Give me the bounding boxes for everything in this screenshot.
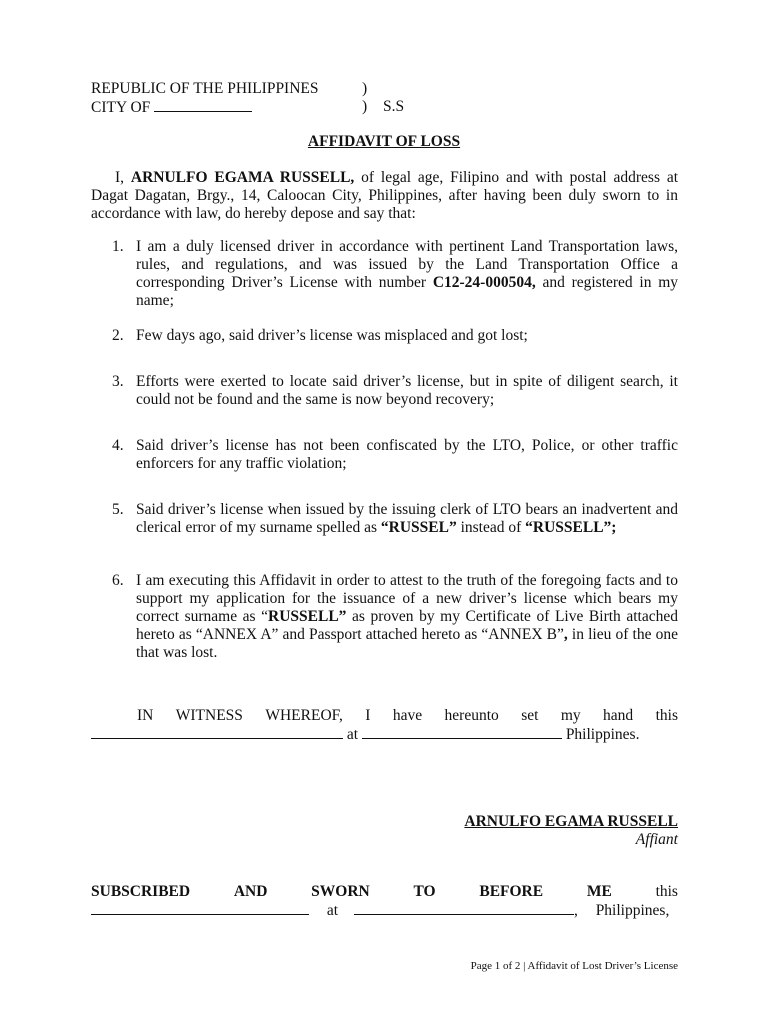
witness-line-2 [91,725,639,744]
city-blank-line [154,98,252,112]
jurat-line-2 [91,901,678,920]
list-item [112,238,678,310]
header-bracket-1: ) [362,80,368,97]
header-bracket-2: ) [362,98,368,115]
license-number: C12-24-000504, [432,274,536,291]
page-footer: Page 1 of 2 | Affidavit of Lost Driver’s License [470,960,678,972]
document-title: AFFIDAVIT OF LOSS [307,133,461,150]
header-city [91,98,252,117]
item-6-bold-b: , [563,626,568,643]
list-item-number: 3. [112,373,124,390]
list-item-text: Few days ago, said driver’s license was misplaced and got lost; [136,327,528,344]
jurat-end: , Philippines, [573,902,670,919]
witness-at: at [346,726,359,743]
witness-word: this [655,707,678,724]
jurat-word: AND [233,883,268,900]
list-item-number: 2. [112,327,124,344]
jurat-word: ME [586,883,612,900]
list-item [112,437,678,473]
item-5-bold-b: “RUSSELL”; [525,519,617,536]
date-blank-line [91,725,343,739]
intro-prefix: I, [115,169,125,186]
witness-word: have [392,707,423,724]
jurat-word: TO [413,883,436,900]
affiant-name-inline: ARNULFO EGAMA RUSSELL, [130,169,355,186]
witness-word: hand [603,707,634,724]
header-ss: S.S [383,98,405,115]
item-6-bold-a: RUSSELL” [268,608,347,625]
item-5-text-b: instead of [456,519,526,536]
list-item-number: 6. [112,572,124,589]
list-item-text: Efforts were exerted to locate said driver’s license, but in spite of diligent search, it could not be found and the same is now beyond recovery; [136,373,678,408]
list-item [112,373,678,409]
intro-paragraph [91,169,678,223]
jurat-this: this [655,883,678,900]
item-5-text-a: Said driver’s license when issued by the issuing clerk of LTO bears an inadvertent and clerical error of my surname spelled as [136,501,678,536]
header-city-label: CITY OF [91,99,151,116]
witness-word: set [521,707,539,724]
list-item-text [136,238,678,310]
witness-end: Philippines. [565,726,640,743]
item-1-text-a: I am a duly licensed driver in accordance with pertinent Land Transportation laws, rules, and regulations, and was issued by the Land Transportation Office a corresponding Driver’s License with number [136,238,678,291]
list-item-text: Said driver’s license has not been confiscated by the LTO, Police, or other traffic enforcers for any traffic violation; [136,437,678,472]
item-6-text-b: as proven by my Certificate of Live Birth attached hereto as “ANNEX A” and Passport attached hereto as “ANNEX B” [136,608,678,643]
item-6-text-a: I am executing this Affidavit in order to attest to the truth of the foregoing facts and to support my application for the issuance of a new driver’s license which bears my correct surname as “ [136,572,678,625]
witness-word: IN [137,707,154,724]
jurat-line-1 [91,883,678,901]
jurat-word: SWORN [311,883,370,900]
witness-word: hereunto [444,707,499,724]
header-republic-text: REPUBLIC OF THE PHILIPPINES [91,80,319,97]
list-item [112,327,678,345]
list-item-text [136,572,678,662]
witness-word: WITNESS [175,707,243,724]
list-item-text [136,501,678,537]
affiant-label: Affiant [635,831,678,848]
jurat-word: BEFORE [479,883,544,900]
jurat-place-blank-line [354,901,574,915]
place-blank-line [362,725,562,739]
intro-text: of legal age, Filipino and with postal address at Dagat Dagatan, Brgy., 14, Caloocan City, Philippines, after having been duly sworn to in accordance with law, do hereby depose and say that: [91,169,679,222]
witness-word: WHEREOF, [265,707,343,724]
list-item [112,501,678,537]
item-5-bold-a: “RUSSEL” [380,519,457,536]
list-item [112,572,678,662]
list-item-number: 5. [112,501,124,518]
item-6-text-c: in lieu of the one that was lost. [136,626,678,661]
witness-word: my [560,707,581,724]
header-republic [91,80,319,98]
jurat-at: at [326,902,339,919]
list-item-number: 1. [112,238,124,255]
jurat-date-blank-line [91,901,309,915]
witness-line-1 [137,707,678,725]
list-item-number: 4. [112,437,124,454]
item-1-text-b: and registered in my name; [136,274,678,309]
affiant-signature-name: ARNULFO EGAMA RUSSELL [464,813,678,830]
jurat-word: SUBSCRIBED [91,883,191,900]
witness-word: I [365,707,371,724]
